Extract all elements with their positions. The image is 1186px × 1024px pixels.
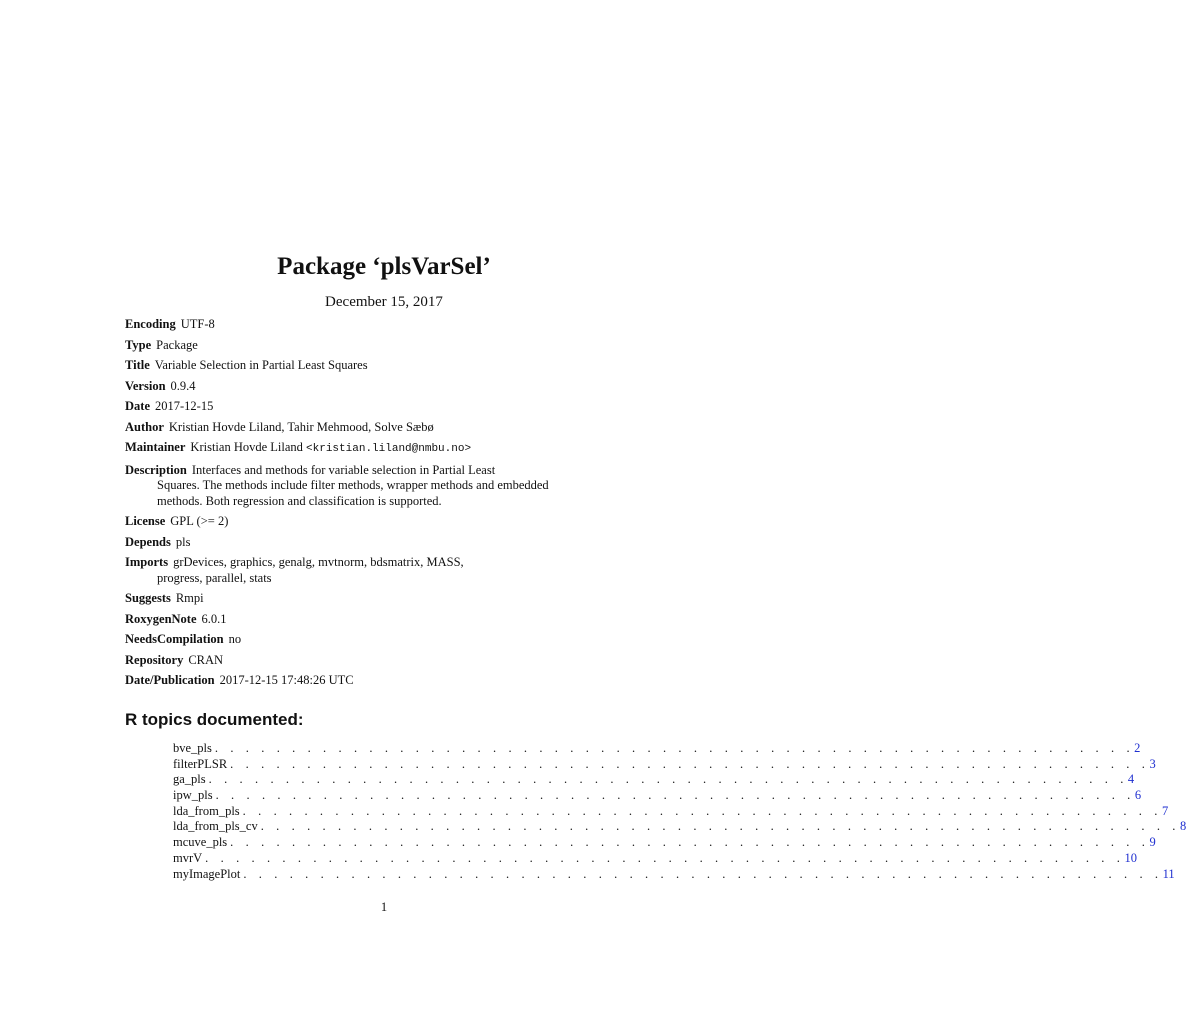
toc-leader-dots: . . . . . . . . . . . . . . . . . . . . . . . . . . . . . . . . . . . . . . . . . . . . . . . . . . . . . . . . . . . . — [208, 772, 1128, 787]
field-description — [125, 463, 645, 510]
toc-leader-dots: . . . . . . . . . . . . . . . . . . . . . . . . . . . . . . . . . . . . . . . . . . . . . . . . . . . . . . . . . . . . — [260, 819, 1180, 834]
field-value: Interfaces and methods for variable selection in Partial Least — [191, 462, 496, 477]
toc-entry-name: filterPLSR — [173, 756, 228, 771]
page-date: December 15, 2017 — [325, 294, 443, 310]
field-key: NeedsCompilation — [125, 632, 224, 646]
toc-entry — [173, 756, 1156, 773]
field-key: Type — [125, 337, 152, 352]
toc-leader-dots: . . . . . . . . . . . . . . . . . . . . . . . . . . . . . . . . . . . . . . . . . . . . . . . . . . . . . . . . . . . . — [214, 741, 1135, 755]
toc-entry-name: mvrV — [173, 850, 203, 865]
field-date — [125, 399, 645, 415]
table-of-contents — [173, 741, 1186, 882]
toc-entry — [173, 835, 1156, 851]
field-needscompilation — [125, 632, 645, 648]
field-value: no — [228, 632, 242, 646]
field-key: Suggests — [125, 591, 171, 605]
field-key: Description — [125, 462, 187, 477]
field-key: Author — [125, 419, 164, 434]
toc-page-link[interactable]: 4 — [1127, 772, 1135, 787]
field-value: 2017-12-15 17:48:26 UTC — [219, 673, 354, 687]
toc-entry-name: mcuve_pls — [173, 835, 228, 850]
field-value: Package — [156, 337, 198, 352]
toc-page-link[interactable]: 9 — [1149, 835, 1156, 850]
toc-page-link[interactable]: 7 — [1161, 803, 1169, 818]
field-key: Depends — [125, 534, 171, 549]
field-value-continued: progress, parallel, stats — [157, 570, 272, 585]
field-author — [125, 420, 645, 436]
toc-entry-name: lda_from_pls_cv — [173, 819, 258, 834]
page-title: Package ‘plsVarSel’ — [277, 253, 491, 280]
field-license — [125, 514, 645, 530]
field-value-continued: methods. Both regression and classification is supported. — [157, 493, 442, 508]
field-value: Kristian Hovde Liland — [190, 440, 303, 454]
toc-page-link[interactable]: 2 — [1134, 741, 1141, 755]
field-encoding — [125, 317, 645, 333]
field-maintainer — [125, 440, 645, 458]
field-imports — [125, 555, 645, 586]
field-key: Imports — [125, 555, 169, 569]
field-value: 2017-12-15 — [155, 399, 214, 413]
toc-page-link[interactable]: 11 — [1162, 866, 1175, 881]
toc-leader-dots: . . . . . . . . . . . . . . . . . . . . . . . . . . . . . . . . . . . . . . . . . . . . . . . . . . . . . . . . . . . . — [230, 756, 1150, 771]
field-value: Rmpi — [175, 591, 204, 605]
toc-entry — [173, 772, 1135, 788]
field-depends — [125, 535, 645, 551]
field-repository — [125, 653, 645, 669]
toc-entry-name: ga_pls — [173, 772, 206, 787]
toc-leader-dots: . . . . . . . . . . . . . . . . . . . . . . . . . . . . . . . . . . . . . . . . . . . . . . . . . . . . . . . . . . . . — [215, 788, 1135, 803]
field-roxygennote — [125, 612, 645, 628]
field-key: Maintainer — [125, 440, 186, 454]
field-type — [125, 338, 645, 354]
field-key: Date/Publication — [125, 673, 215, 687]
field-value: Variable Selection in Partial Least Squares — [154, 358, 368, 372]
field-suggests — [125, 591, 645, 607]
field-value: CRAN — [188, 652, 224, 667]
toc-entry — [173, 866, 1175, 883]
field-title — [125, 358, 645, 374]
field-key: Encoding — [125, 317, 176, 331]
toc-entry-name: bve_pls — [173, 741, 212, 755]
toc-leader-dots: . . . . . . . . . . . . . . . . . . . . . . . . . . . . . . . . . . . . . . . . . . . . . . . . . . . . . . . . . . . . — [243, 866, 1163, 881]
field-key: Title — [125, 358, 150, 372]
field-key: Date — [125, 399, 150, 413]
field-value-continued: Squares. The methods include filter methods, wrapper methods and embedded — [157, 478, 549, 492]
toc-entry-name: ipw_pls — [173, 788, 213, 803]
toc-entry — [173, 850, 1137, 867]
field-value: 0.9.4 — [170, 378, 196, 393]
field-key: Repository — [125, 652, 184, 667]
toc-entry — [173, 819, 1186, 835]
toc-page-link[interactable]: 8 — [1180, 819, 1186, 834]
toc-page-link[interactable]: 3 — [1149, 756, 1156, 771]
field-value: 6.0.1 — [201, 611, 227, 626]
field-key: Version — [125, 378, 166, 393]
toc-leader-dots: . . . . . . . . . . . . . . . . . . . . . . . . . . . . . . . . . . . . . . . . . . . . . . . . . . . . . . . . . . . . — [205, 850, 1125, 865]
field-version — [125, 379, 645, 395]
toc-page-link[interactable]: 10 — [1124, 850, 1137, 865]
field-key: License — [125, 514, 166, 528]
toc-entry-name: myImagePlot — [173, 866, 241, 881]
toc-page-link[interactable]: 6 — [1134, 788, 1142, 803]
toc-entry-name: lda_from_pls — [173, 803, 240, 818]
field-key: RoxygenNote — [125, 611, 197, 626]
toc-entry — [173, 803, 1169, 820]
field-date-publication — [125, 673, 645, 689]
toc-leader-dots: . . . . . . . . . . . . . . . . . . . . . . . . . . . . . . . . . . . . . . . . . . . . . . . . . . . . . . . . . . . . — [242, 803, 1162, 818]
toc-entry — [173, 741, 1141, 757]
description-fields — [125, 317, 645, 694]
field-value: pls — [175, 534, 191, 549]
toc-entry — [173, 788, 1142, 804]
field-value: Kristian Hovde Liland, Tahir Mehmood, Solve Sæbø — [168, 419, 434, 434]
field-value: GPL (>= 2) — [170, 514, 229, 528]
field-value: UTF-8 — [180, 317, 215, 331]
toc-leader-dots: . . . . . . . . . . . . . . . . . . . . . . . . . . . . . . . . . . . . . . . . . . . . . . . . . . . . . . . . . . . . — [230, 835, 1150, 850]
toc-heading: R topics documented: — [125, 710, 304, 729]
field-value: grDevices, graphics, genalg, mvtnorm, bdsmatrix, MASS, — [173, 555, 464, 569]
page-number: 1 — [380, 900, 388, 914]
maintainer-email: <kristian.liland@nmbu.no> — [306, 443, 472, 455]
